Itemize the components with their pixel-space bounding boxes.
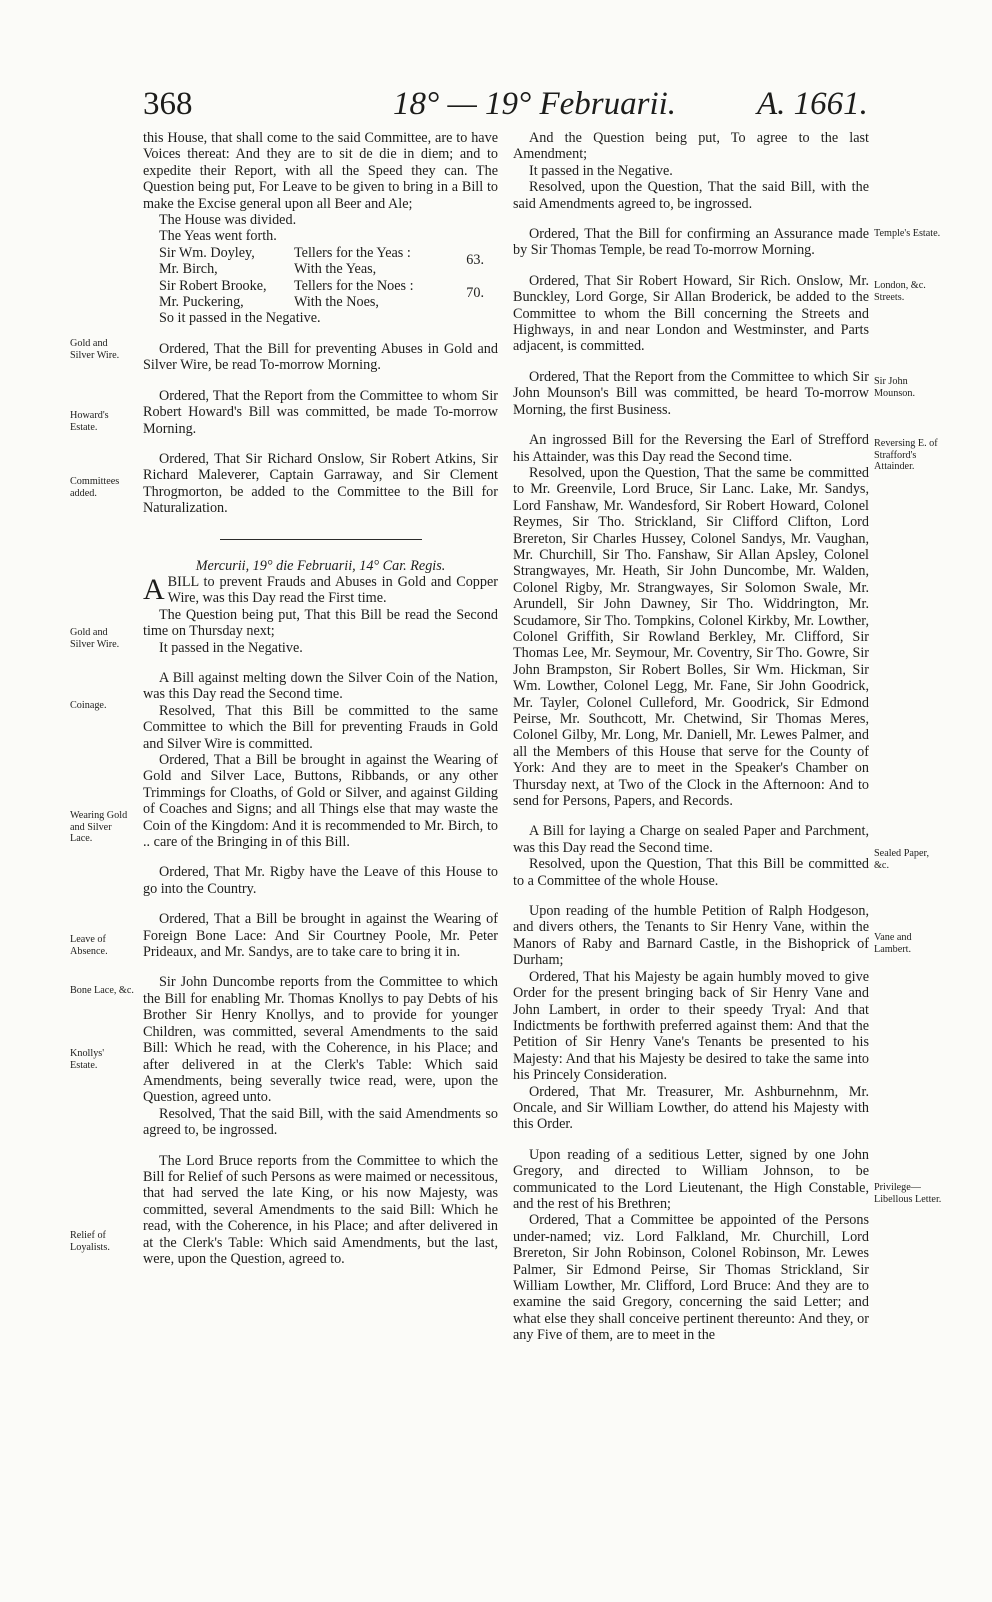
paragraph: Ordered, That the Bill for preventing Abuses in Gold and Silver Wire, be read To-morrow Morning. [143,340,498,374]
paragraph: Ordered, That the Report from the Committee to whom Sir Robert Howard's Bill was committed, be made To-morrow Morning. [143,387,498,437]
margin-note: Howard's Estate. [70,410,109,433]
noes-count: 70. [466,284,484,301]
paragraph: An ingrossed Bill for the Reversing the Earl of Strefford his Attainder, was this Day read the Second time. [513,432,869,465]
paragraph: So it passed in the Negative. [159,310,321,327]
paragraph: Ordered, That Sir Robert Howard, Sir Rich. Onslow, Mr. Bunckley, Lord Gorge, Sir Allan Broderick, be added to the Committee to whom the Bill concerning the Streets and Highways, in and near London and Westminster, and Parts adjacent, is committed. [513,272,869,355]
yeas-count: 63. [466,251,484,268]
paragraph: Resolved, upon the Question, That this Bill be committed to a Committee of the whole House. [513,856,869,889]
paragraph [143,574,498,607]
margin-note: Privilege— Libellous Letter. [874,1182,942,1205]
margin-note: Sir John Mounson. [874,376,916,399]
paragraph: Ordered, That the Report from the Committee to which Sir John Mounson's Bill was committed, be heard To-morrow Morning, the first Business. [513,368,869,418]
teller-role: Tellers for the Yeas : [294,244,411,261]
margin-note: Reversing E. of Strafford's Attainder. [874,438,938,473]
margin-note: Wearing Gold and Silver Lace. [70,810,128,845]
paragraph: And the Question being put, To agree to the last Amendment; [513,130,869,163]
margin-note: London, &c. Streets. [874,280,926,303]
paragraph-text: BILL to prevent Frauds and Abuses in Gold and Copper Wire, was this Day read the First time. [167,573,498,607]
paragraph: Ordered, That a Bill be brought in against the Wearing of Foreign Bone Lace: And Sir Courtney Poole, Mr. Peter Prideaux, and Mr. Sandys, are to take care to bring it in. [143,911,498,961]
teller-role: Tellers for the Noes : [294,277,414,294]
paragraph: Ordered, That a Bill be brought in against the Wearing of Gold and Silver Lace, Buttons, Ribbands, or any other Trimmings for Cloaths, of Gold or Silver, and against Gilding of Coaches and Signs; and all Things else that may waste the Coin of the Kingdom: And it is recommended to Mr. Birch, to .. care of the Bringing in of this Bill. [143,752,498,851]
paragraph: Sir John Duncombe reports from the Committee to which the Bill for enabling Mr. Thomas Knollys to pay Debts of his Brother Sir Henry Knollys, and to provide for younger Children, was committed, several Amendments to the said Bill: Which he read, with the Coherence, in his Place; and after delivered in at the Clerk's Table: Which said Amendments, being severally twice read, were, upon the Question, agreed unto. [143,974,498,1106]
margin-note: Temple's Estate. [874,228,941,239]
margin-note: Knollys' Estate. [70,1048,105,1071]
paragraph: The Lord Bruce reports from the Committee to which the Bill for Relief of such Persons as were maimed or necessitous, that had served the late King, or his now Majesty, was committed, several Amendments to the said Bill: Which he read, with the Coherence, in his Place; and after delivered in at the Clerk's Table: Which said Amendments, but the last, were, upon the Question, agreed to. [143,1152,498,1267]
teller-name: Sir Robert Brooke, [159,277,267,294]
paragraph: The Question being put, That this Bill be read the Second time on Thursday next; [143,606,498,640]
paragraph: A Bill against melting down the Silver Coin of the Nation, was this Day read the Second time. [143,669,498,703]
paragraph: Ordered, That Mr. Treasurer, Mr. Ashburnehnm, Mr. Oncale, and Sir William Lowther, do attend his Majesty with this Order. [513,1083,869,1133]
paragraph: Ordered, That Sir Richard Onslow, Sir Robert Atkins, Sir Richard Maleverer, Captain Garraway, and Sir Clement Throgmorton, be added to the Committee to the Bill for Naturalization. [143,450,498,517]
margin-note: Relief of Loyalists. [70,1230,110,1253]
paragraph: Upon reading of a seditious Letter, signed by one John Gregory, and directed to William Johnson, to be communicated to the Lord Lieutenant, the High Constable, and the rest of his Brethren; [513,1146,869,1212]
margin-note: Committees added. [70,476,120,499]
paragraph: Ordered, That the Bill for confirming an Assurance made by Sir Thomas Temple, be read To-morrow Morning. [513,226,869,259]
teller-role: With the Noes, [294,294,379,311]
paragraph: Resolved, upon the Question, That the said Bill, with the said Amendments agreed to, be ingrossed. [513,179,869,212]
paragraph: Ordered, That his Majesty be again humbly moved to give Order for the present bringing back of Sir Henry Vane and John Lambert, in order to their speedy Tryal: And that Indictments be forthwith preferred against them: And that the Petition of Sir Henry Vane's Tenants be presented to his Majesty: And that his Majesty be desired to take the same into his Princely Consideration. [513,968,869,1084]
teller-name: Mr. Birch, [159,261,218,278]
margin-note: Leave of Absence. [70,934,108,957]
margin-note: Vane and Lambert. [874,932,912,955]
paragraph: It passed in the Negative. [529,162,673,179]
paragraph: this House, that shall come to the said Committee, are to have Voices thereat: And they are to sit de die in diem; and to expedite their Report, with all the Speed they can. The Question being put, For Leave to be given to bring in a Bill to make the Excise general upon all Beer and Ale; [143,130,498,212]
paragraph: The Yeas went forth. [159,228,277,245]
teller-role: With the Yeas, [294,261,377,278]
paragraph: Resolved, upon the Question, That the same be committed to Mr. Greenvile, Lord Bruce, Sir Lanc. Lake, Mr. Sandys, Lord Fanshaw, Mr. Wandesford, Sir Robert Howard, Colonel Reymes, Sir Tho. Strickland, Sir Clifford Clifton, Lord Brereton, Sir Charles Hussey, Colonel Sandys, Mr. Vaughan, Mr. Churchill, Sir Tho. Fanshaw, Sir Allan Apsley, Colonel Strangwayes, Mr. Heath, Sir John Duncombe, Mr. Walden, Colonel Rigby, Mr. Strangwayes, Sir Solomon Swale, Mr. Arundell, Sir John Dawney, Sir Tho. Widdrington, Mr. Scudamore, Sir Tho. Tompkins, Colonel Kirkby, Mr. Lowther, Colonel Griffith, Sir Rowland Berkley, Mr. Clifford, Sir Thomas Lee, Mr. Seymour, Mr. Coventry, Sir Tho. Gowre, Sir John Brampston, Sir Robert Bolles, Sir Wm. Hickman, Sir Wm. Lowther, Colonel Legg, Mr. Fane, Sir John Goodrick, Mr. Tayler, Colonel Culleford, Mr. Goodrick, Sir Edmond Peirse, Mr. Southcott, Mr. Chetwind, Sir Thomas Meres, Colonel Gilby, Mr. Long, Mr. Daniell, Mr. Lewes Palmer, and all the Members of this House that serve for the County of York: And they are to meet in the Speaker's Chamber on Thursday next, at Two of the Clock in the Afternoon: And to send for Persons, Papers, and Records. [513,464,869,810]
paragraph: It passed in the Negative. [159,639,303,656]
day-heading: Mercurii, 19° die Februarii, 14° Car. Regis. [195,557,446,574]
paragraph: A Bill for laying a Charge on sealed Paper and Parchment, was this Day read the Second time. [513,823,869,856]
paragraph: Resolved, That this Bill be committed to the same Committee to which the Bill for preventing Frauds in Gold and Silver Wire is committed. [143,702,498,752]
paragraph: Ordered, That Mr. Rigby have the Leave of this House to go into the Country. [143,864,498,897]
left-column [143,130,498,1267]
paragraph: The House was divided. [159,212,297,229]
page-year: A. 1661. [757,86,868,122]
margin-note: Coinage. [70,700,107,711]
paragraph: Upon reading of the humble Petition of Ralph Hodgeson, and divers others, the Tenants to Sir Henry Vane, within the Manors of Raby and Barnard Castle, in the Bishoprick of Durham; [513,903,869,969]
margin-note: Gold and Silver Wire. [70,627,120,650]
teller-name: Sir Wm. Doyley, [159,244,255,261]
paragraph: Ordered, That a Committee be appointed of the Persons under-named; viz. Lord Falkland, Mr. Churchill, Lord Brereton, Sir John Robinson, Colonel Robinson, Mr. Lewes Palmer, Sir Edmond Peirse, Sir Thomas Strickland, Sir William Lowther, Mr. Clifford, Lord Bruce: And they are to examine the said Gregory, concerning the said Letter; and what else they shall conceive pertinent thereunto: And they, or any Five of them, are to meet in the [513,1212,869,1344]
margin-note: Sealed Paper, &c. [874,848,930,871]
paragraph: Resolved, That the said Bill, with the said Amendments so agreed to, be ingrossed. [143,1105,498,1139]
margin-note: Gold and Silver Wire. [70,338,120,361]
section-divider [220,539,422,540]
tellers-yeas [143,245,498,278]
page-number: 368 [143,86,193,122]
page-date-heading: 18° — 19° Februarii. [393,86,677,122]
drop-cap: A [143,572,165,606]
tellers-noes [143,278,498,311]
teller-name: Mr. Puckering, [159,294,244,311]
right-column [513,130,869,1344]
margin-note: Bone Lace, &c. [70,985,134,996]
